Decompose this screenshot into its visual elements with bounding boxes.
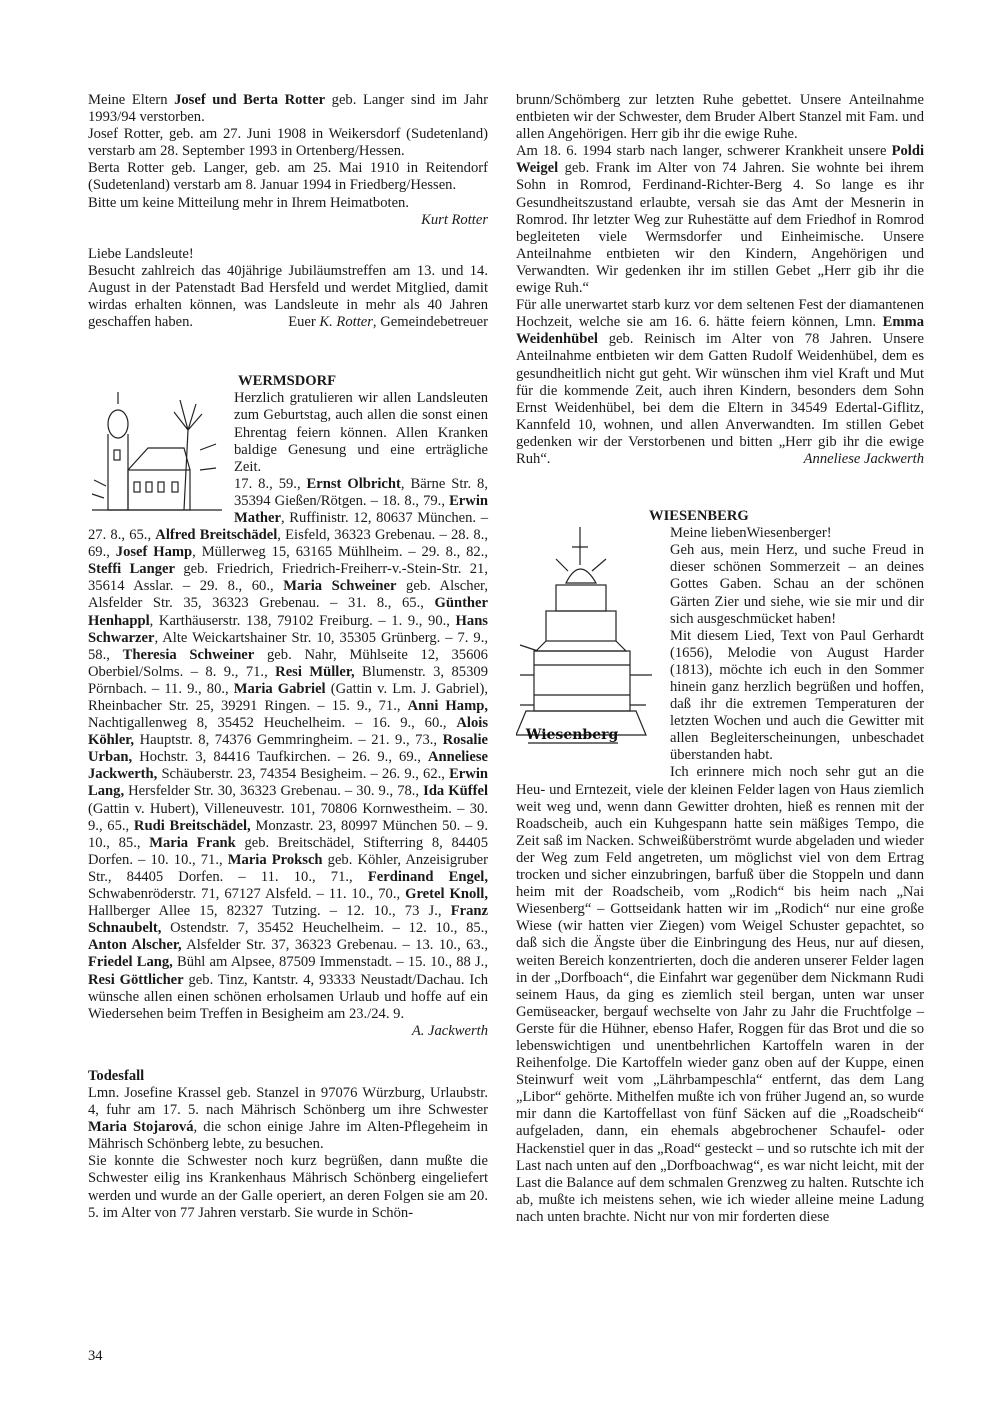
berta-rotter-text: Berta Rotter geb. Langer, geb. am 25. Mai 1910 in Reitendorf (Sudetenland) verstarb am 8. Januar 1994 in Friedberg/Hessen. <box>88 160 488 194</box>
birthday-entry-details: Hauptstr. 8, 74376 Gemmringheim. – 21. 9., 73., <box>134 732 443 749</box>
birthday-entry-name: Anni Hamp, <box>407 698 489 714</box>
birthday-entry-details: Nachtigallenweg 8, 35452 Heuchelheim. – 16. 9., 60., <box>88 715 457 732</box>
birthday-entry-name: Theresia Schweiner <box>122 646 255 663</box>
birthday-entry-name: Friedel Lang, <box>88 954 173 971</box>
birthday-entry-name: Ferdinand Engel, <box>367 868 488 885</box>
birthday-entry-name: Josef Hamp <box>115 544 193 561</box>
wiesenberg-illus-label: Wiesenberg <box>525 727 619 744</box>
bitte-text: Bitte um keine Mitteilung mehr in Ihrem Heimatboten. <box>88 194 409 211</box>
birthday-entry-name: Franz Schnaubelt, <box>88 903 488 937</box>
kurt-rotter-signature: Kurt Rotter <box>421 211 488 228</box>
todesfall-continued: brunn/Schömberg zur letzten Ruhe gebettet. Unsere Anteilnahme entbieten wir der Schwester, dem Bruder Albert Stanzel mit Fam. und allen Angehörigen. Herr gib ihr die ewige Ruhe. <box>516 92 924 143</box>
birthday-entry-details: Hersfelder Str. 30, 36323 Grebenau. – 30. 9., 78., <box>124 783 424 800</box>
eltern-intro: Meine Eltern Josef und Berta Rotter geb. Langer sind im Jahr 1993/94 verstorben. <box>88 92 488 126</box>
wermsdorf-section <box>88 373 488 1040</box>
weigel-obituary: Am 18. 6. 1994 starb nach langer, schwerer Krankheit unsere Poldi Weigel geb. Frank im Alter von 74 Jahren. Sie wohnte bei ihrem Sohn in Romrod, Ferdinand-Richter-Berg 4. So lange es ihr Gesundheitszustand erlaubte, versah sie das Amt der Mesnerin in Romrod. Ihr letzter Weg zur Ruhestätte auf dem Friedhof in Romrod begleiteten viele Wermsdorfer und Einheimische. Unsere Anteilnahme entbieten wir den Kindern, Angehörigen und Verwandten. Wir gedenken ihr im stillen Gebet „Herr gib ihr die ewige Ruh.“ <box>516 143 924 297</box>
birthday-entry-name: Maria Frank <box>149 834 236 851</box>
left-column <box>88 92 488 1222</box>
birthday-entry-name: Steffi Langer <box>88 561 175 578</box>
birthday-entry-details: , Ruffinistr. 12, 80637 München. – 27. 8., 65., <box>88 509 488 544</box>
birthday-entry-name: Ernst Olbricht <box>306 475 401 492</box>
todesfall-text-2: Sie konnte die Schwester noch kurz begrüßen, dann mußte die Schwester eilig ins Krankenhaus Mährisch Schönberg eingeliefert werden und wurde an der Galle operiert, an deren Folgen sie am 20. 5. im Alter von 77 Jahren verstarb. Sie wurde in Schön- <box>88 1153 488 1221</box>
birthday-entry-details: , Bärne Str. 8, 35394 Gießen/Rötgen. – 18. 8., 79., <box>234 475 489 509</box>
birthday-entry-name: Maria Gabriel <box>233 680 326 697</box>
birthday-entry-details: Schäuberstr. 23, 74354 Besigheim. – 26. 9., 62., <box>157 766 450 783</box>
birthday-entry-name: Anneliese Jackwerth, <box>88 749 488 783</box>
wermsdorf-birthdays <box>88 476 488 1023</box>
birthday-entry-details: Bühl am Alpsee, 87509 Immenstadt. – 15. 10., 88 J., <box>172 954 488 971</box>
birthday-entry-name: Gretel Knoll, <box>405 886 488 903</box>
wermsdorf-heading: WERMSDORF <box>238 373 337 390</box>
wermsdorf-church-illustration <box>88 390 226 520</box>
right-column <box>516 92 924 1226</box>
birthday-entry-details: geb. Nahr, Mühlseite 12, 35606 Oberbiel/Solms. – 8. 9., 71., <box>88 646 488 680</box>
birthday-entry-name: Alois Köhler, <box>88 715 488 749</box>
birthday-entry-details: Hochstr. 3, 84416 Taufkirchen. – 26. 9., 69., <box>132 749 428 766</box>
birthday-entry-name: Anton Alscher, <box>88 937 182 954</box>
birthday-entry-name: Rudi Breitschädel, <box>133 817 251 834</box>
birthday-entry-details: geb. Friedrich, Friedrich-Freiherr-v.-Stein-Str. 21, 35614 Asslar. – 29. 8., 60., <box>88 561 488 595</box>
birthday-entry-date: 17. 8., 59., <box>234 475 307 492</box>
birthday-entry-details: geb. Köhler, Anzeisigruber Str., 84405 Dorfen. – 11. 10., 71., <box>88 851 488 885</box>
wiesenberg-monument-illustration <box>516 525 662 765</box>
birthday-entry-name: Resi Göttlicher <box>88 971 184 988</box>
birthday-entry-details: Alsfelder Str. 37, 36323 Grebenau. – 13. 10., 63., <box>181 937 488 954</box>
birthday-entry-name: Alfred Breitschädel <box>155 527 278 544</box>
birthday-entry-details: , Alte Weickartshainer Str. 10, 35305 Grünberg. – 7. 9., 58., <box>88 629 488 663</box>
wiesenberg-section <box>516 508 924 1226</box>
wermsdorf-intro: Herzlich gratulieren wir allen Landsleuten zum Geburtstag, auch allen die sonst einen Ehrentag feiern können. Allen Kranken baldige Genesung und eine erträgliche Zeit. <box>234 390 488 475</box>
birthday-entry-details: , Eisfeld, 36323 Grebenau. – 28. 8., 69., <box>88 527 489 561</box>
jackwerth-signature: A. Jackwerth <box>411 1022 488 1039</box>
birthday-entry-details: , Müllerweg 15, 63165 Mühlheim. – 29. 8., 82., <box>192 544 488 561</box>
wiesenberg-erinnerung: Ich erinnere mich noch sehr gut an die Heu- und Erntezeit, viele der kleinen Felder lagen von Haus ziemlich weit weg und, wenn dann Gewitter drohten, hieß es rennen mit der Roadscheib, auch ein Kuhgespann hatte sein mäßiges Tempo, die Zeit saß im Nacken. Schweißüberströmt wurde abgeladen und wieder der Weg zum Feld angetreten, um möglichst viel von dem Ertrag trocken und sicher einzubringen, barfuß über die Stoppeln und dann heim mit der Roadscheib, vom „Rodich“ bis heim nach „Nai Wiesenberg“ – Gottseidank hatten wir im „Rodich“ nur eine große Wiese (wir hatten vier Ziegen) vom Weigel Schuster gepachtet, so daß sich die Ängste über die Einbringung des Heus, nur auf diesen, weiten Bereich konzentrierten, doch die anderen unserer Felder lagen in der „Dorfboach“, die Einfahrt war gegenüber dem Nickmann Rudi seinem Haus, da ging es ziemlich steil bergan, unten war unser Gemüseacker, bergauf wechselte von Jahr zu Jahr die Fruchtfolge – Gerste für die Hühner, ebenso Hafer, Roggen für das Brot und die so lebenswichtigen und unentbehrlichen Kartoffeln waren in der Reihenfolge. Die Kartoffeln wieder ganz oben auf der Kuppe, einen Steinwurf weit vom „Lährbampeschla“ entfernt, das dem Lang „Libor“ gehörte. Mithelfen mußte ich von früher Jugend an, so wurde mir dann die Kartoffellast von fünf Säcken auf die „Roadscheib“ aufgeladen, dann, ein ehemals abgebrochener Schaufel- oder Hackenstiel quer in das „Road“ gesteckt – und so rutschte ich mit der Last nach unten auf den „Dorfboachwag“, es war nicht leicht, mit der Last die Balance auf dem schmalen Grenzweg zu halten. Rutschte ich ab, mußte ich meistens sehen, wie ich wieder alleine meine Ladung nach unten brachte. Nicht nur von mir forderten diese <box>516 764 924 1225</box>
birthday-entry-name: Erwin Lang, <box>88 766 488 800</box>
weidenhuebel-name: Emma Weidenhübel <box>516 314 924 348</box>
birthday-entry-name: Resi Müller, <box>275 663 355 680</box>
birthday-entry-details: (Gattin v. Lm. J. Gabriel), Rheinbacher Str. 25, 39291 Ringen. – 15. 9., 71., <box>88 680 488 714</box>
birthday-entry-name: Rosalie Urban, <box>88 732 488 766</box>
birthday-entry-name: Ida Küffel <box>423 783 488 800</box>
wiesenberg-lied: Mit diesem Lied, Text von Paul Gerhardt (1656), Melodie von August Harder (1813), möchte ich euch in den Sommer hinein ganz herzlich begrüßen und hoffen, daß ihr die extremen Temperaturen der letzten Wochen und auch die Gewitter mit allen Begleiterscheinungen, unbeschadet überstanden habt. <box>670 627 924 764</box>
birthday-entry-name: Maria Proksch <box>227 851 323 868</box>
birthday-entry-details: geb. Alscher, Alsfelder Str. 35, 36323 Grebenau. – 31. 8., 65., <box>88 578 488 612</box>
weigel-name: Poldi Weigel <box>516 143 924 177</box>
birthday-entry-name: Maria Schweiner <box>283 578 397 595</box>
birthday-entry-details: geb. Tinz, Kantstr. 4, 93333 Neustadt/Dachau. Ich wünsche allen einen schönen erholsamen Urlaub und hoffe auf ein Wiedersehen beim Treffen in Besigheim am 23./24. 9. <box>88 971 488 1022</box>
birthday-entry-details: (Gattin v. Hubert), Villeneuvestr. 101, 70806 Kornwestheim. – 30. 9., 65., <box>88 800 488 834</box>
wiesenberg-heading: WIESENBERG <box>649 508 749 525</box>
birthday-entry-name: Günther Henhappl <box>88 595 488 629</box>
birthday-entry-details: Schwabenröderstr. 71, 67127 Alsfeld. – 11. 10., 70., <box>88 886 406 903</box>
birthday-entry-details: Blumenstr. 3, 85309 Pörnbach. – 11. 9., 80., <box>88 663 488 697</box>
birthday-entry-details: Hallberger Allee 15, 82327 Tutzing. – 12. 10., 73 J., <box>88 903 451 920</box>
page-number: 34 <box>88 1348 103 1364</box>
stojarova-name: Maria Stojarová <box>88 1119 194 1136</box>
birthday-entry-details: geb. Breitschädel, Stifterring 8, 84405 Dorfen. – 10. 10., 71., <box>88 834 488 868</box>
josef-rotter-text: Josef Rotter, geb. am 27. Juni 1908 in Weikersdorf (Sudetenland) verstarb am 28. September 1993 in Ortenberg/Hessen. <box>88 126 488 160</box>
birthday-entry-details: Monzastr. 23, 80997 München 50. – 9. 10., 85., <box>88 817 488 851</box>
birthday-entry-details: Ostendstr. 7, 35452 Heuchelheim. – 12. 10., 85., <box>161 920 488 937</box>
anneliese-signature: Anneliese Jackwerth <box>803 450 924 467</box>
todesfall-heading: Todesfall <box>88 1067 145 1084</box>
wiesenberg-greeting: Meine liebenWiesenberger! <box>670 525 832 542</box>
wiesenberg-poem: Geh aus, mein Herz, und suche Freud in dieser schönen Sommerzeit – an deines Gottes Gaben. Schau an der schönen Gärten Zier und siehe, wie sie mir und dir sich ausgeschmücket haben! <box>670 542 924 627</box>
birthday-entry-name: Hans Schwarzer <box>88 612 488 646</box>
birthday-entry-details: , Karthäuserstr. 138, 79102 Freiburg. – 1. 9., 90., <box>149 612 456 629</box>
landsleute-text: Besucht zahlreich das 40jährige Jubiläumstreffen am 13. und 14. August in der Patenstadt Bad Hersfeld und werdet Mitglied, damit wirdas erhalten können, was Landsleute in mehr als 40 Jahren geschaffen haben. Euer K. Rotter, Gemeindebetreuer <box>88 262 488 331</box>
eltern-names: Josef und Berta Rotter <box>174 92 326 108</box>
weidenhuebel-obituary: Für alle unerwartet starb kurz vor dem seltenen Fest der diamantenen Hochzeit, welche sie am 16. 6. hätte feiern können, Lmn. Emma Weidenhübel geb. Reinisch im Alter von 78 Jahren. Unsere Anteilnahme entbieten wir dem Gatten Rudolf Weidenhübel, dem es gesundheitlich nicht gut geht. Wir wünschen ihm viel Kraft und Mut für die kommende Zeit, auch ihren Kindern, besonders dem Sohn Ernst Weidenhübel, bei dem die Eltern in 34549 Edertal-Giflitz, Kannfeld 10, wohnen, und allen Anverwandten. Im stillen Gebet gedenken wir der Verstorbenen und bitten „Herr gib ihr die ewige Ruh“. Anneliese Jackwerth <box>516 297 924 467</box>
todesfall-text: Lmn. Josefine Krassel geb. Stanzel in 97076 Würzburg, Urlaubstr. 4, fuhr am 17. 5. nach Mährisch Schönberg um ihre Schwester Maria Stojarová, die schon einige Jahre im Alten-Pflegeheim in Mährisch Schönberg lebte, zu besuchen. <box>88 1084 488 1153</box>
birthday-entry-name: Erwin Mather <box>234 492 488 526</box>
landsleute-greeting: Liebe Landsleute! <box>88 245 194 262</box>
